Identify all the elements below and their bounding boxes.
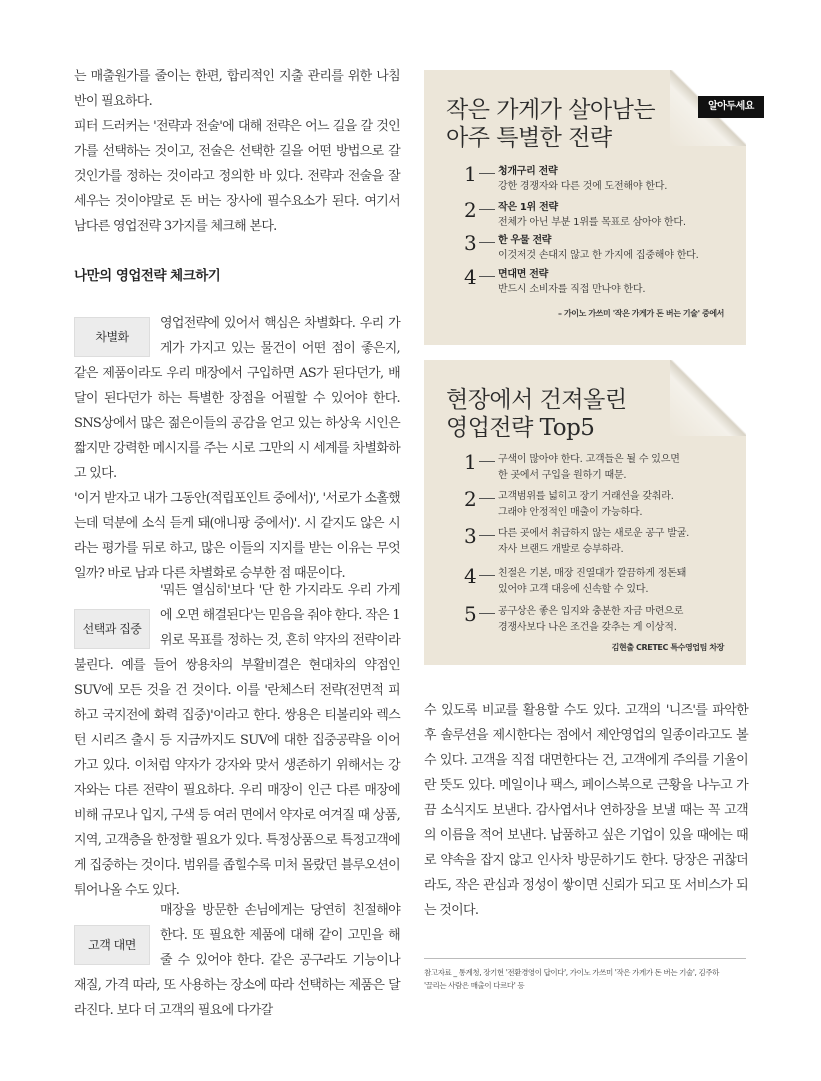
strategy-box-top5: 현장에서 건져올린 영업전략 Top5 1 구색이 많아야 한다. 고객들은 될 수 있으면 한 곳에서 구입을 원하기 때문. 2 고객범위를 넓히고 장기 거래선을 갖춰라. 그래야 안정적인 매출이 가능하다. 3 다른 곳에서 취급하지 않는 새로운 공구 발굴. 자사 브랜드 개발로 승부하라. 4 친절은 기본, 매장 진열대가 깔끔하게 정돈돼 있어야 고객 대응에 신속할 수 있다. 5 공구상은 좋은 입지와 충분한 자금 마련으로 경쟁사보다 나은 조건을 갖추는 게 이상적. 김현출 CRETEC 특수영업팀 차장 (424, 360, 746, 665)
item-line: 친절은 기본, 매장 진열대가 깔끔하게 정돈돼 (498, 568, 687, 579)
section-heading: 나만의 영업전략 체크하기 (74, 268, 221, 284)
section-customer-facing (74, 898, 400, 1023)
tag-label: 차별화 (74, 317, 150, 357)
item-line: 고객범위를 넓히고 장기 거래선을 갖춰라. (498, 491, 674, 502)
section-paragraph: 고객 대면 매장을 방문한 손님에게는 당연히 친절해야 한다. 또 필요한 제품에 대해 같이 고민을 해줄 수 있어야 한다. 같은 공구라도 기능이나 재질, 가격 따라, 또 사용하는 장소에 따라 선택하는 제품은 달라진다. 보다 더 고객의 필요에 다가갈 (74, 903, 400, 1018)
tag-label: 선택과 집중 (74, 609, 150, 649)
section-paragraph: 영업전략에 있어서 핵심은 차별화다. 우리 가게가 가지고 있는 물건이 어떤 점이 좋은지, 같은 제품이라도 우리 매장에서 구입하면 AS가 된다던가, 배달이 된다던가 하는 특별한 장점을 어필할 수 있어야 한다. SNS상에서 많은 젊은이들의 공감을 얻고 있는 하상욱 시인은 짧지만 강력한 메시지를 주는 시로 그만의 시 세계를 차별화하고 있다. (74, 316, 400, 481)
item-line: 경쟁사보다 나은 조건을 갖추는 게 이상적. (498, 621, 677, 633)
item-line: 구색이 많아야 한다. 고객들은 될 수 있으면 (498, 454, 680, 465)
box-source: 김현출 CRETEC 특수영업팀 차장 (611, 643, 724, 652)
intro-text (74, 64, 400, 239)
item-line: 있어야 고객 대응에 신속할 수 있다. (498, 583, 649, 595)
section-paragraph: 선택과 집중 '뭐든 열심히'보다 '단 한 가지라도 우리 가게에 오면 해결된다'는 믿음을 줘야 한다. 작은 1위로 목표를 정하는 것, 흔히 약자의 전략이라 불린다. 예를 들어 쌍용차의 부활비결은 현대차의 약점인 SUV에 모든 것을 건 것이다. 이를 '란체스터 전략(전면적 피하고 국지전에 화력 집중)'이라고 한다. 쌍용은 티볼리와 렉스턴 시리즈 출시 등 지금까지도 SUV에 대한 집중공략을 이어가고 있다. 이처럼 약자가 강자와 맞서 생존하기 위해서는 강자와는 다른 전략이 필요하다. 우리 매장이 인근 다른 매장에 비해 규모나 입지, 구색 등 여러 면에서 약자로 여겨질 때 상품, 지역, 고객층을 한정할 필요가 있다. 특정상품으로 특정고객에게 집중하는 것이다. 범위를 좁힐수록 미처 몰랐던 블루오션이 튀어나올 수도 있다. (74, 583, 400, 898)
intro-paragraph: 피터 드러커는 '전략과 전술'에 대해 전략은 어느 길을 갈 것인가를 선택하는 것이고, 전술은 선택한 길을 어떤 방법으로 갈 것인가를 정하는 것이라고 정의한 바 있다. 전략과 전술을 잘 세우는 것이야말로 돈 버는 장사에 필수요소가 된다. 여기서 남다른 영업전략 3가지를 체크해 본다. (74, 119, 400, 234)
strategy-box-small-shop: 작은 가게가 살아남는 아주 특별한 전략 1 청개구리 전략 강한 경쟁자와 다른 것에 도전해야 한다. 2 작은 1위 전략 전체가 아닌 부분 1위를 목표로 삼아야 한다. 3 한 우물 전략 이것저것 손대지 않고 한 가지에 집중해야 한다. 4 면대면 전략 반드시 소비자를 직접 만나야 한다. – 가이노 가쓰미 '작은 가게가 돈 버는 기술' 중에서 (424, 70, 746, 345)
item-line: 한 곳에서 구입을 원하기 때문. (498, 469, 627, 481)
section-paragraph: '이거 받자고 내가 그동안(적립포인트 중에서)', '서로가 소홀했는데 덕분에 소식 듣게 돼(애니팡 중에서)'. 시 같지도 않은 시라는 평가를 뒤로 하고, 많은 이들의 지지를 받는 이유는 무엇일까? 바로 남과 다른 차별화로 승부한 점 때문이다. (74, 491, 400, 581)
box-source: – 가이노 가쓰미 '작은 가게가 돈 버는 기술' 중에서 (557, 309, 724, 318)
section-differentiation (74, 311, 400, 586)
box-title: 현장에서 건져올린 영업전략 Top5 (446, 387, 627, 441)
item-line: 자사 브랜드 개발로 승부하라. (498, 543, 624, 555)
notice-badge: 알아두세요 (698, 96, 764, 118)
item-line: 공구상은 좋은 입지와 충분한 자금 마련으로 (498, 606, 684, 617)
intro-paragraph: 는 매출원가를 줄이는 한편, 합리적인 지출 관리를 위한 나침반이 필요하다. (74, 69, 400, 109)
item-line: 다른 곳에서 취급하지 않는 새로운 공구 발굴. (498, 528, 690, 539)
section-selection-focus (74, 578, 400, 903)
box-title: 작은 가게가 살아남는 아주 특별한 전략 (446, 97, 656, 151)
references: 참고자료 _ 통계청, 장기현 '전환경영이 답이다', 가이노 가쓰미 '작은 가게가 돈 버는 기술', 김주하 '끌리는 사람은 매출이 다르다' 등 (424, 968, 720, 990)
item-line: 그래야 안정적인 매출이 가능하다. (498, 506, 643, 518)
tag-label: 고객 대면 (74, 925, 150, 965)
continued-text (424, 698, 748, 923)
page-curl-decoration (670, 360, 746, 436)
continued-paragraph: 수 있도록 비교를 활용할 수도 있다. 고객의 '니즈'를 파악한 후 솔루션을 제시한다는 점에서 제안영업의 일종이라고도 볼 수 있다. 고객을 직접 대면한다는 건, 고객에게 주의를 기울이란 뜻도 있다. 메일이나 팩스, 페이스북으로 근황을 나누고 가끔 소식지도 보낸다. 감사엽서나 연하장을 보낼 때는 꼭 고객의 이름을 적어 보낸다. 납품하고 싶은 기업이 있을 때에는 때로 약속을 잡지 않고 인사차 방문하기도 한다. 당장은 귀찮더라도, 작은 관심과 정성이 쌓이면 신뢰가 되고 또 서비스가 되는 것이다. (424, 703, 748, 918)
divider (424, 958, 746, 959)
